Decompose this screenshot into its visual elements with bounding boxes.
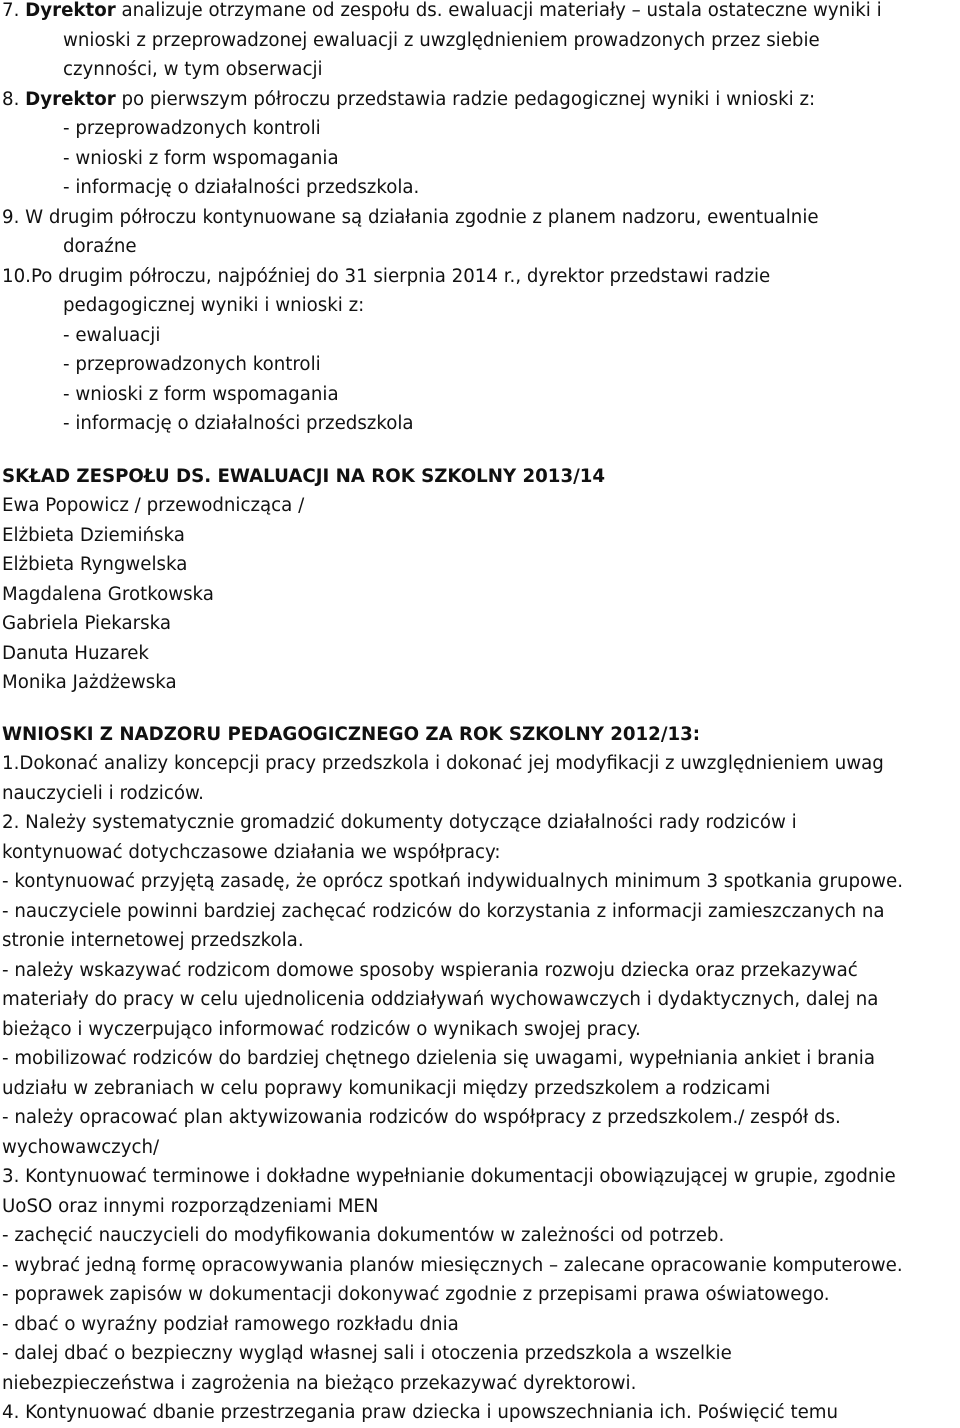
item-number: 7. (2, 0, 20, 21)
conclusions-section (2, 720, 958, 1428)
item-number: 9. (2, 206, 20, 228)
item-subject: Dyrektor (25, 88, 116, 110)
list-item-9 (2, 203, 958, 262)
item-text: - przeprowadzonych kontroli (63, 118, 321, 139)
team-section (2, 462, 958, 698)
item-text: - ewaluacji (63, 324, 161, 346)
conclusion-line: stronie internetowej przedszkola. (2, 930, 304, 951)
conclusions-heading: WNIOSKI Z NADZORU PEDAGOGICZNEGO ZA ROK SZKOLNY 2012/13: (2, 723, 701, 745)
item-number: 8. (2, 88, 20, 110)
item-text: po pierwszym półroczu przedstawia radzie pedagogicznej wyniki i wnioski z: (115, 88, 816, 110)
conclusion-line: 2. Należy systematycznie gromadzić dokumenty dotyczące działalności rady rodziców i (2, 812, 797, 833)
item-text: W drugim półroczu kontynuowane są działania zgodnie z planem nadzoru, ewentualnie (19, 206, 819, 228)
list-item-8 (2, 85, 958, 203)
item-text: doraźne (63, 236, 137, 257)
item-text: - informację o działalności przedszkola. (63, 177, 420, 198)
team-member: Magdalena Grotkowska (2, 583, 214, 605)
item-text: pedagogicznej wyniki i wnioski z: (63, 295, 365, 316)
item-text: - wnioski z form wspomagania (63, 383, 339, 405)
document-page (2, 0, 958, 1428)
team-member: Ewa Popowicz / przewodnicząca / (2, 495, 305, 516)
conclusion-line: - nauczyciele powinni bardziej zachęcać rodziców do korzystania z informacji zamieszczanych na (2, 900, 885, 922)
item-subject: Dyrektor (25, 0, 116, 21)
team-member: Elżbieta Dziemińska (2, 524, 185, 546)
conclusion-line: - należy opracować plan aktywizowania rodziców do współpracy z przedszkolem./ zespół ds. (2, 1107, 841, 1128)
conclusion-line: - dbać o wyraźny podział ramowego rozkładu dnia (2, 1313, 459, 1335)
conclusion-line: materiały do pracy w celu ujednolicenia oddziaływań wychowawczych i dydaktycznych, dalej na (2, 989, 879, 1010)
conclusion-line: kontynuować dotychczasowe działania we współpracy: (2, 841, 501, 863)
conclusion-line: 1.Dokonać analizy koncepcji pracy przedszkola i dokonać jej modyfikacji z uwzględnieniem uwag (2, 753, 884, 774)
conclusion-line: UoSO oraz innymi rozporządzeniami MEN (2, 1195, 379, 1217)
conclusion-line: - poprawek zapisów w dokumentacji dokonywać zgodnie z przepisami prawa oświatowego. (2, 1284, 830, 1305)
conclusion-line: nauczycieli i rodziców. (2, 782, 204, 804)
conclusion-line: 3. Kontynuować terminowe i dokładne wypełnianie dokumentacji obowiązującej w grupie, zgodnie (2, 1166, 896, 1187)
conclusion-line: - wybrać jedną formę opracowywania planów miesięcznych – zalecane opracowanie komputerowe. (2, 1254, 903, 1276)
conclusion-line: - zachęcić nauczycieli do modyfikowania dokumentów w zależności od potrzeb. (2, 1225, 725, 1246)
item-text: - przeprowadzonych kontroli (63, 354, 321, 375)
team-member: Monika Jażdżewska (2, 672, 177, 693)
list-item-10 (2, 262, 958, 439)
team-member: Danuta Huzarek (2, 642, 149, 664)
conclusion-line: bieżąco i wyczerpująco informować rodziców o wynikach swojej pracy. (2, 1018, 641, 1040)
item-text: analizuje otrzymane od zespołu ds. ewaluacji materiały – ustala ostateczne wyniki i (115, 0, 882, 21)
conclusion-line: wychowawczych/ (2, 1136, 160, 1158)
conclusion-line: niebezpieczeństwa i zagrożenia na bieżąco przekazywać dyrektorowi. (2, 1372, 637, 1394)
item-number: 10. (2, 265, 31, 287)
conclusion-line: - dalej dbać o bezpieczny wygląd własnej sali i otoczenia przedszkola a wszelkie (2, 1343, 732, 1364)
team-member: Elżbieta Ryngwelska (2, 554, 188, 575)
conclusion-line: 4. Kontynuować dbanie przestrzegania praw dziecka i upowszechniania ich. Poświęcić temu (2, 1402, 839, 1423)
item-text: - informację o działalności przedszkola (63, 413, 414, 434)
item-text: czynności, w tym obserwacji (63, 59, 323, 80)
list-item-7 (2, 0, 958, 85)
team-heading: SKŁAD ZESPOŁU DS. EWALUACJI NA ROK SZKOLNY 2013/14 (2, 465, 606, 487)
conclusion-line: - mobilizować rodziców do bardziej chętnego dzielenia się uwagami, wypełniania ankiet i brania (2, 1048, 875, 1069)
team-member: Gabriela Piekarska (2, 613, 171, 634)
item-text: Po drugim półroczu, najpóźniej do 31 sierpnia 2014 r., dyrektor przedstawi radzie (30, 265, 771, 287)
item-text: wnioski z przeprowadzonej ewaluacji z uwzględnieniem prowadzonych przez siebie (63, 29, 820, 51)
conclusion-line: udziału w zebraniach w celu poprawy komunikacji między przedszkolem a rodzicami (2, 1077, 771, 1099)
item-text: - wnioski z form wspomagania (63, 147, 339, 169)
conclusion-line: - kontynuować przyjętą zasadę, że oprócz spotkań indywidualnych minimum 3 spotkania grupowe. (2, 871, 904, 892)
conclusion-line: - należy wskazywać rodzicom domowe sposoby wspierania rozwoju dziecka oraz przekazywać (2, 959, 858, 981)
